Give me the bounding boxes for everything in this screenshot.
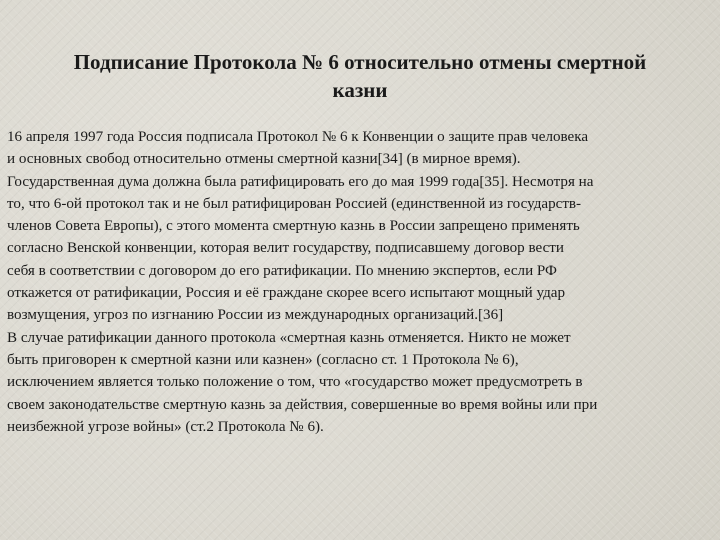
body-line: Государственная дума должна была ратифицировать его до мая 1999 года[35]. Несмотря на <box>7 173 594 190</box>
body-line: откажется от ратификации, Россия и её граждане скорее всего испытают мощный удар <box>7 285 566 302</box>
body-line: и основных свобод относительно отмены смертной казни[34] (в мирное время). <box>7 151 521 168</box>
body-line: В случае ратификации данного протокола «смертная казнь отменяется. Никто не может <box>7 329 571 346</box>
slide-body <box>7 126 713 438</box>
body-line: 16 апреля 1997 года Россия подписала Протокол № 6 к Конвенции о защите прав человека <box>7 129 589 145</box>
body-line: то, что 6-ой протокол так и не был ратифицирован Россией (единственной из государств- <box>7 195 582 212</box>
title-line: Подписание Протокола № 6 относительно отмены смертной <box>73 50 647 74</box>
body-line: согласно Венской конвенции, которая велит государству, подписавшему договор вести <box>7 240 564 257</box>
body-line: неизбежной угрозе войны» (ст.2 Протокола № 6). <box>7 418 324 435</box>
title-line: казни <box>332 78 388 102</box>
body-line: быть приговорен к смертной казни или казнен» (согласно ст. 1 Протокола № 6), <box>7 351 519 368</box>
paragraph-1 <box>7 126 713 327</box>
body-line: возмущения, угроз по изгнанию России из международных организаций.[36] <box>7 307 504 324</box>
body-line: своем законодательстве смертную казнь за действия, совершенные во время войны или при <box>7 396 598 413</box>
paragraph-2 <box>7 327 713 438</box>
slide-title <box>20 48 700 104</box>
body-line: членов Совета Европы), с этого момента смертную казнь в России запрещено применять <box>7 218 580 235</box>
body-line: себя в соответствии с договором до его ратификации. По мнению экспертов, если РФ <box>7 262 557 279</box>
body-line: исключением является только положение о том, что «государство может предусмотреть в <box>7 374 583 391</box>
